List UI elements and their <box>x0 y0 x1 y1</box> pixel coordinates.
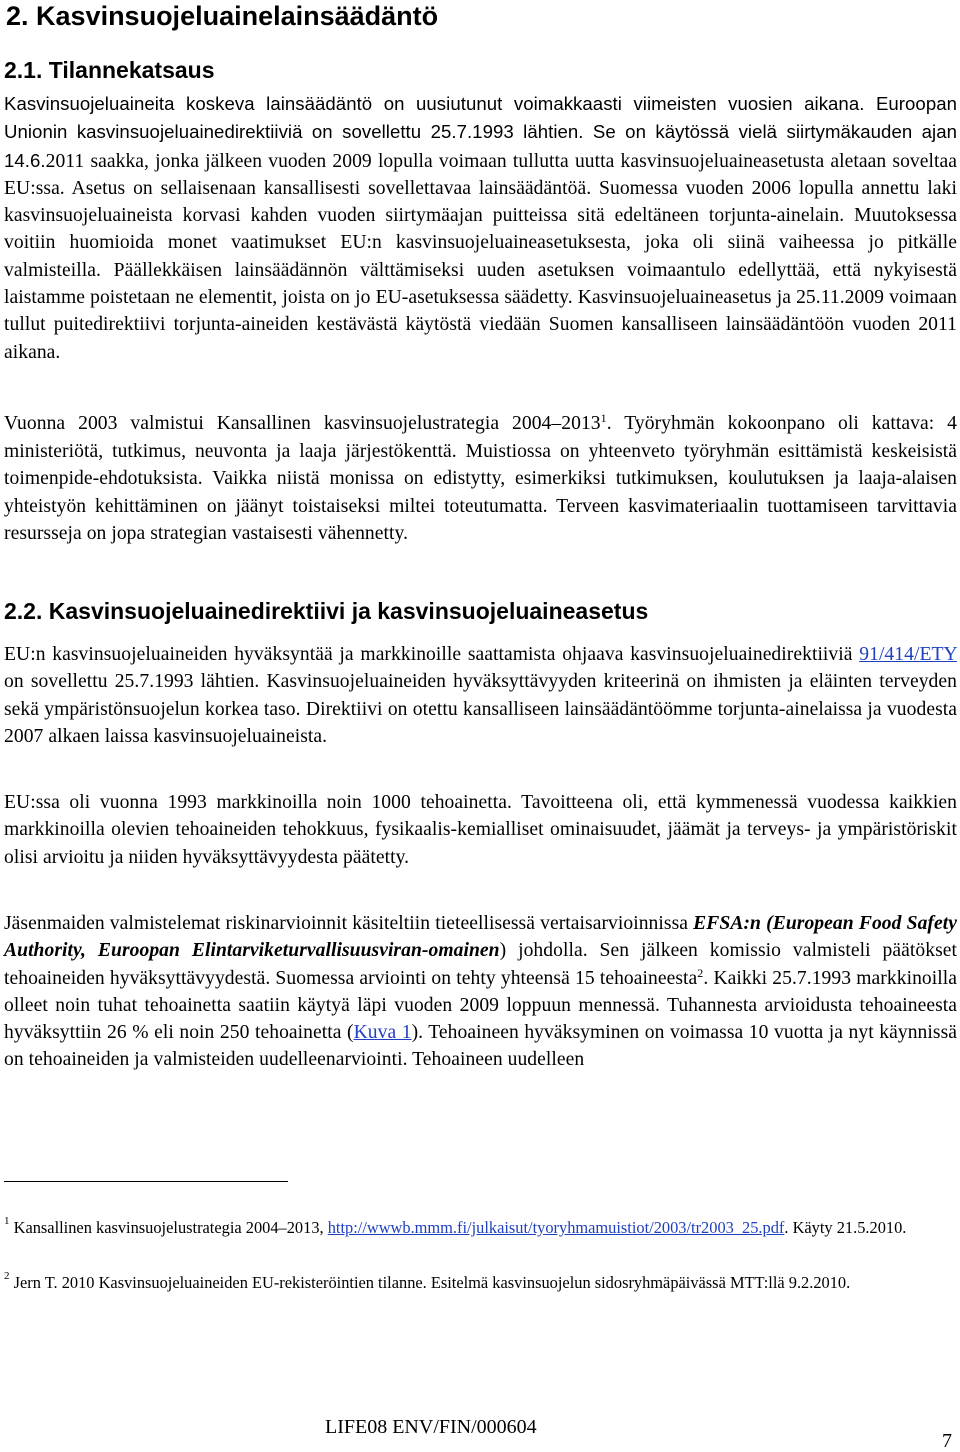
paragraph-text: Jäsenmaiden valmistelemat riskinarvioinnit käsiteltiin tieteellisessä vertaisarvioinnissa <box>4 913 688 934</box>
paragraph-current-situation <box>4 90 957 366</box>
page-number: 7 <box>942 1430 952 1452</box>
footnote-url-link[interactable]: http://wwwb.mmm.fi/julkaisut/tyoryhmamuistiot/2003/tr2003_25.pdf <box>327 1218 785 1237</box>
paragraph-text-sans: Kasvinsuojeluaineita koskeva lainsäädäntö on uusiutunut voimakkaasti viimeisten vuosien aikana. Euroopan Unionin kasvinsuojeluainedirektiiviä on sovellettu 25.7.1993 lähtien. Se on käytössä vielä siirtymäkauden ajan 14.6. <box>4 93 957 171</box>
footnote-1 <box>4 1216 959 1239</box>
paragraph-text: Vuonna 2003 valmistui Kansallinen kasvinsuojelustrategia 2004–2013 <box>4 413 601 434</box>
page-footer: LIFE08 ENV/FIN/000604 <box>325 1416 537 1438</box>
paragraph-text: ) johdolla. Sen jälkeen komissio valmisteli päätökset tehoaineiden hyväksyttävyydestä. Suomessa arviointi on tehty yhteensä 15 tehoaineesta <box>4 940 957 989</box>
footnote-number: 1 <box>4 1215 10 1227</box>
directive-link[interactable]: 91/414/ETY <box>859 644 957 665</box>
paragraph-substances-1993: EU:ssa oli vuonna 1993 markkinoilla noin 1000 tehoainetta. Tavoitteena oli, että kymmenessä vuodessa kaikkien markkinoilla olevien tehoaineiden tehokkuus, fysikaalis-kemialliset ominaisuudet, jäämät ja terveys- ja ympäristöriskit olisi arvioitu ja niiden hyväksyttävyydesta päätetty. <box>4 792 957 868</box>
footnote-ref-1[interactable]: 1 <box>600 411 607 425</box>
paragraph-text: . Työryhmän kokoonpano oli kattava: 4 ministeriötä, tutkimus, neuvonta ja laaja järjestökenttä. Muistiossa on yhteenveto työryhmän esittämistä keskeisistä toimenpide-ehdotuksista. Vaikka niistä monissa on edistytty, esimerkiksi tutkimuksen, koulutuksen ja laaja-alaisen yhteistyön kehittäminen on jäänyt toistaiseksi miltei toteutumatta. Terveen kasvimateriaalin tuottamiseen tarvittavia resursseja on jopa strategian vastaisesti vähennetty. <box>4 413 957 545</box>
section-heading-2-2: 2.2. Kasvinsuojeluainedirektiivi ja kasvinsuojeluaineasetus <box>4 598 649 624</box>
efsa-name: EFSA:n (European Food Safety Authority, Euroopan Elintarviketurvallisuusviran-omainen <box>4 913 957 962</box>
paragraph-text: . Kaikki 25.7.1993 markkinoilla olleet noin tuhat tehoainetta saatiin käytyä läpi vuoden 2009 loppuun mennessä. Tuhannesta arvioidusta tehoaineesta hyväksyttiin 26 % eli noin 250 tehoainetta ( <box>4 967 957 1044</box>
paragraph-national-strategy <box>4 410 957 548</box>
figure-link[interactable]: Kuva 1 <box>353 1022 412 1044</box>
paragraph-directive <box>4 641 957 750</box>
section-heading-2-1: 2.1. Tilannekatsaus <box>4 57 215 83</box>
chapter-heading: 2. Kasvinsuojeluainelainsäädäntö <box>6 1 439 31</box>
footnote-text: . Käyty 21.5.2010. <box>784 1218 907 1237</box>
footnote-2 <box>4 1271 959 1294</box>
paragraph-text: on sovellettu 25.7.1993 lähtien. Kasvinsuojeluaineiden hyväksyttävyyden kriteerinä on ihmisten ja eläinten terveyden sekä ympäristönsuojelun korkea taso. Direktiivi on otettu kansalliseen lainsäädäntöömme torjunta-ainelaissa ja vuodesta 2007 alkaen laissa kasvinsuojeluaineista. <box>4 671 957 747</box>
footnote-separator <box>4 1181 288 1182</box>
footnote-ref-2[interactable]: 2 <box>697 965 704 980</box>
footnote-number: 2 <box>4 1270 10 1282</box>
paragraph-text: EU:n kasvinsuojeluaineiden hyväksyntää ja markkinoille saattamista ohjaava kasvinsuojeluainedirektiiviä <box>4 644 853 665</box>
paragraph-text: 2011 saakka, jonka jälkeen vuoden 2009 lopulla voimaan tullutta uutta kasvinsuojeluaineasetusta aletaan soveltaa EU:ssa. Asetus on sellaisenaan kansallisesti sovellettavaa lainsäädäntöä. Suomessa vuoden 2006 lopulla annettu laki kasvinsuojeluaineista korvasi kahden vuoden siirtymäajan puitteissa sitä edeltäneen torjunta-ainelain. Muutoksessa voitiin huomioida monet vaatimukset EU:n kasvinsuojeluaineasetuksesta, joka oli siinä vaiheessa jo pitkälle valmisteilla. Päällekkäisen lainsäädännön välttämiseksi uuden asetuksen voimaantulo edellyttää, että nykyisestä laistamme poistetaan ne elementit, joista on jo EU-asetuksessa säädetty. Kasvinsuojeluaineasetus ja 25.11.2009 voimaan tullut puitedirektiivi torjunta-aineiden kestävästä käytöstä viedään Suomen kansalliseen lainsäädäntöön vuoden 2011 aikana. <box>4 150 957 363</box>
paragraph-text: ). Tehoaineen hyväksyminen on voimassa 10 vuotta ja nyt käynnissä on tehoaineiden ja valmisteiden uudelleenarviointi. Tehoaineen uudelleen <box>4 1022 957 1071</box>
footnote-text: Jern T. 2010 Kasvinsuojeluaineiden EU-rekisteröintien tilanne. Esitelmä kasvinsuojelun sidosryhmäpäivässä MTT:llä 9.2.2010. <box>13 1273 851 1292</box>
paragraph-risk-assessment <box>4 910 957 1074</box>
footnote-text: Kansallinen kasvinsuojelustrategia 2004–2013, <box>13 1218 324 1237</box>
